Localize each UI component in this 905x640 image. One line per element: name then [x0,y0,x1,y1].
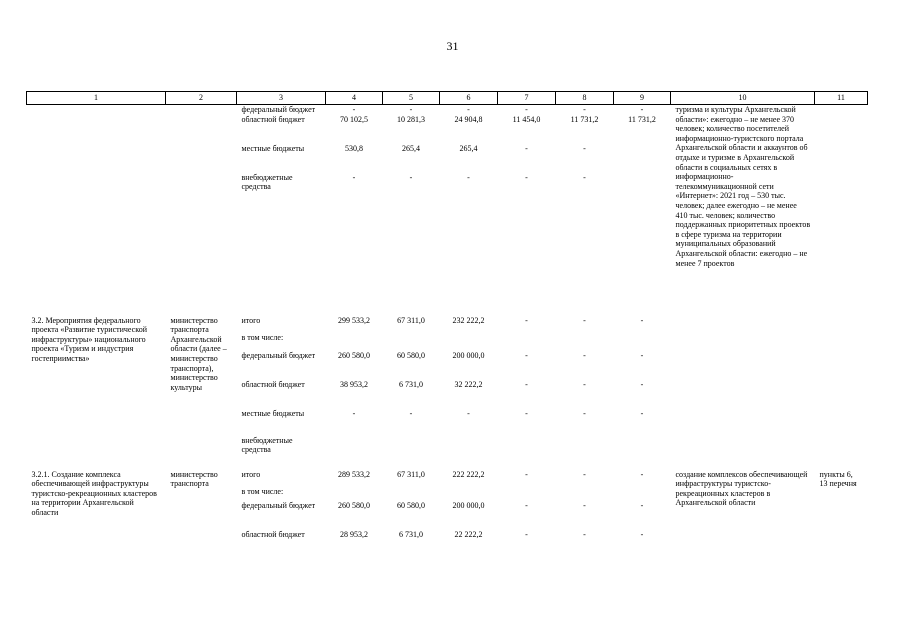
value-cell: - [525,172,528,182]
header-row [27,92,868,105]
value-cell: - [467,408,470,418]
cell-empty [27,105,166,316]
value-cell: - [525,315,528,325]
value-cell: - [583,350,586,360]
value-cell: 289 533,2 [338,469,370,479]
value-cell: 232 222,2 [452,315,485,325]
value-cell: 11 454,0 [512,114,541,124]
funding-source: областной бюджет [241,114,305,124]
value-cell: - [409,408,413,418]
value-cell [326,436,383,470]
value-cell: - [352,105,356,114]
cell-empty [166,105,237,316]
header-cell: 9 [614,92,671,105]
funding-source: внебюджетные средства [241,172,293,192]
value-cell: 265,4 [459,143,478,153]
value-cell: - [467,105,470,114]
value-cell: 530,8 [345,143,363,153]
funding-source: в том числе: [241,332,284,342]
header-cell: 11 [815,92,868,105]
value-cell: 60 580,0 [397,350,425,360]
value-cell: 67 311,0 [397,315,425,325]
header-cell: 7 [498,92,556,105]
value-cell [614,333,671,351]
value-cell: - [525,529,528,539]
value-cell: - [525,500,528,510]
value-cell: 200 000,0 [452,500,485,510]
value-cell: 265,4 [402,143,420,153]
value-cell: - [525,408,528,418]
value-cell: 10 281,3 [397,114,425,124]
value-cell [498,333,556,351]
value-cell: - [525,105,528,114]
executor: министерство транспорта [170,469,218,489]
value-cell: - [583,143,586,153]
funding-source: федеральный бюджет [241,105,316,114]
header-cell: 6 [440,92,498,105]
value-cell: - [525,143,528,153]
table-row [27,105,868,115]
value-cell: - [525,379,528,389]
value-cell: 6 731,0 [399,379,423,389]
value-cell: 299 533,2 [338,315,370,325]
header-cell: 5 [383,92,440,105]
reference-points: пункты 6, 13 перечня [819,469,857,489]
funding-source: местные бюджеты [241,408,305,418]
value-cell: - [525,469,528,479]
value-cell: - [352,172,356,182]
value-cell [440,333,498,351]
value-cell [614,436,671,470]
value-cell: - [640,105,644,114]
value-cell: 28 953,2 [340,529,368,539]
value-cell: - [409,172,413,182]
funding-source: итого [241,469,261,479]
value-cell [556,333,614,351]
header-cell: 8 [556,92,614,105]
value-cell [556,436,614,470]
value-cell [326,487,383,501]
value-cell: - [640,469,644,479]
value-cell: - [640,500,644,510]
value-cell: - [583,529,586,539]
funding-source: в том числе: [241,486,284,496]
value-cell [440,436,498,470]
value-cell: 11 731,2 [570,114,599,124]
measure-name: 3.2. Мероприятия федерального проекта «Развитие туристической инфраструктуры» национального проекта «Туризм и индустрия гостеприимства» [31,315,147,363]
value-cell: 11 731,2 [628,114,656,124]
measure-name: 3.2.1. Создание комплекса обеспечивающей инфраструктуры туристско-рекреационных кластеров на территории Архангельской области [31,469,157,517]
cell-empty [815,105,868,316]
value-cell: 200 000,0 [452,350,485,360]
value-cell: 22 222,2 [454,529,483,539]
value-cell: 32 222,2 [454,379,483,389]
funding-source: областной бюджет [241,529,305,539]
value-cell: 70 102,5 [340,114,368,124]
funding-source: итого [241,315,261,325]
funding-source: федеральный бюджет [241,500,316,510]
header-cell: 1 [27,92,166,105]
value-cell: - [640,350,644,360]
value-cell: - [583,172,586,182]
value-cell: 222 222,2 [452,469,485,479]
result-description: туризма и культуры Архангельской области»: ежегодно – не менее 370 человек; количество посетителей информационно-туристского портала Архангельской области и аккаунтов об отдыхе и туризме в Архангельской области в социальных сетях в информационно-телекоммуникационной сети «Интернет»: 2021 год – 530 тыс. человек; далее ежегодно – не менее 410 тыс. человек; количество поддержанных приоритетных проектов в сфере туризма на территории муниципальных образований Архангельской области: ежегодно – не менее 7 проектов [675,105,811,268]
funding-source: федеральный бюджет [241,350,316,360]
value-cell: 260 580,0 [338,500,370,510]
value-cell: - [640,529,644,539]
value-cell [383,333,440,351]
budget-table [26,91,868,556]
value-cell: - [640,408,644,418]
value-cell: 24 904,8 [454,114,483,124]
value-cell: - [583,500,586,510]
page-number: 31 [446,39,459,53]
value-cell [614,487,671,501]
funding-source: внебюджетные средства [241,435,293,455]
value-cell: 60 580,0 [397,500,425,510]
value-cell: 38 953,2 [340,379,368,389]
value-cell: - [583,379,586,389]
cell-empty [671,316,815,470]
funding-source: областной бюджет [241,379,305,389]
header-cell: 2 [166,92,237,105]
value-cell [440,487,498,501]
value-cell: - [583,469,586,479]
value-cell: - [352,408,356,418]
value-cell [614,173,671,316]
value-cell: - [467,172,470,182]
value-cell [326,333,383,351]
value-cell: 6 731,0 [399,529,423,539]
value-cell: - [583,315,586,325]
value-cell [556,487,614,501]
table-row [27,316,868,333]
value-cell: - [640,379,644,389]
value-cell [383,436,440,470]
cell-empty [815,316,868,470]
header-cell: 10 [671,92,815,105]
value-cell [614,144,671,173]
value-cell: - [525,350,528,360]
header-cell: 4 [326,92,383,105]
table-row [27,470,868,487]
value-cell [498,436,556,470]
value-cell: 260 580,0 [338,350,370,360]
value-cell: - [409,105,413,114]
value-cell: 67 311,0 [397,469,425,479]
value-cell: - [583,105,586,114]
result-description: создание комплексов обеспечивающей инфраструктуры туристско-рекреационных кластеров в Архангельской области [675,469,808,508]
value-cell: - [583,408,586,418]
value-cell: - [640,315,644,325]
funding-source: местные бюджеты [241,143,305,153]
value-cell [498,487,556,501]
header-cell: 3 [237,92,326,105]
executor: министерство транспорта Архангельской области (далее – министерство транспорта), министерство культуры [170,315,227,392]
value-cell [383,487,440,501]
